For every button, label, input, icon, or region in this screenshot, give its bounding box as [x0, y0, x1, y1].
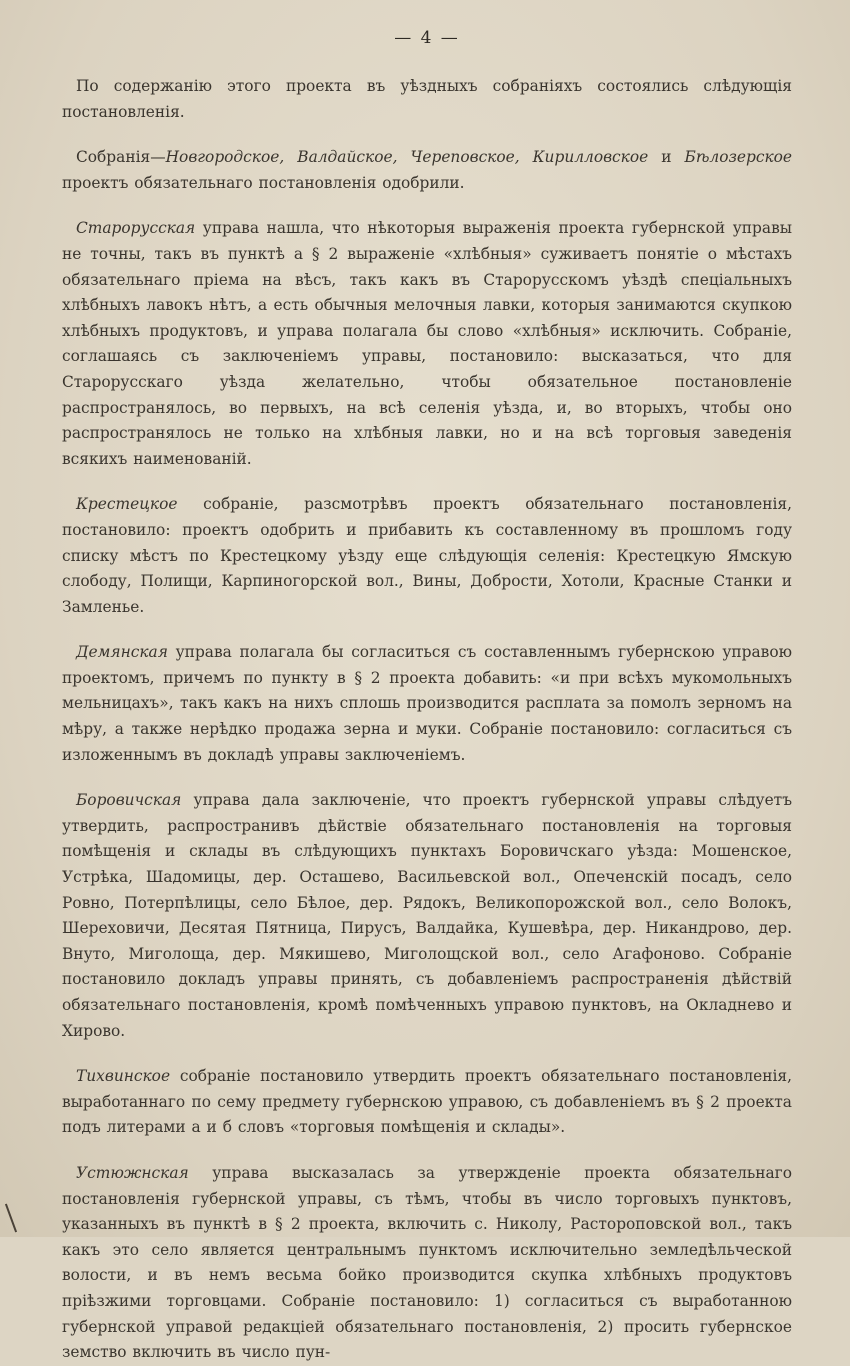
- paragraph-starorusskaya: [62, 216, 792, 472]
- paragraph-name: Устюжнская: [76, 1163, 189, 1182]
- paragraph-borovichskaya: [62, 788, 792, 1044]
- paragraph-intro: [62, 74, 792, 125]
- paragraph-lead-names: Новгородское, Валдайское, Череповское, Кирилловское: [165, 148, 649, 167]
- paragraph-name: Тихвинское: [76, 1067, 171, 1086]
- paragraph-name: Старорусская: [76, 219, 196, 238]
- paragraph-krestetskoe: [62, 492, 792, 620]
- paragraph-name: Крестецкое: [76, 495, 178, 514]
- paragraph-text: собраніе постановило утвердить проектъ обязательнаго постановленія, выработаннаго по сему предмету губернскою управою, съ добавленіемъ въ § 2 проекта подъ литерами а и б словъ «торговыя помѣщенія и склады».: [62, 1067, 792, 1137]
- margin-pencil-mark: [5, 1204, 17, 1233]
- paragraph-text: собраніе, разсмотрѣвъ проектъ обязательнаго постановленія, постановило: проектъ одобрить и прибавить къ составленному въ прошломъ году списку мѣстъ по Крестецкому уѣзду еще слѣдующія селенія: Крестецкую Ямскую слободу, Полищи, Карпиногорской вол., Вины, Добрости, Хотоли, Красные Станки и Замленье.: [62, 495, 792, 616]
- paragraph-mid-name: Бѣлозерское: [684, 148, 793, 167]
- paragraph-text: управа нашла, что нѣкоторыя выраженія проекта губернской управы не точны, такъ въ пунктѣ а § 2 выраженіе «хлѣбныя» суживаетъ понятіе о мѣстахъ обязательнаго пріема на вѣсъ, такъ какъ въ Старорусскомъ уѣздѣ спеціальныхъ хлѣбныхъ лавокъ нѣтъ, а есть обычныя мелочныя лавки, которыя занимаются скупкою хлѣбныхъ продуктовъ, и управа полагала бы слово «хлѣбныя» исключить. Собраніе, соглашаясь съ заключеніемъ управы, постановило: высказаться, что для Старорусскаго уѣзда желательно, чтобы обязательное постановленіе распространялось, во первыхъ, на всѣ селенія уѣзда, и, во вторыхъ, чтобы оно распространялось не только на хлѣбныя лавки, но и на всѣ торговыя заведенія всякихъ наименованій.: [62, 219, 792, 468]
- paragraph-mid: и: [648, 148, 685, 167]
- paragraph-ustyuzhnskaya: [62, 1161, 792, 1366]
- paragraph-text: проектъ обязательнаго постановленія одобрили.: [62, 173, 465, 192]
- paragraph-lead: Собранія—: [76, 148, 166, 167]
- paragraph-text: управа высказалась за утвержденіе проекта обязательнаго постановленія губернской управы, съ тѣмъ, чтобы въ число торговыхъ пунктовъ, указанныхъ въ пунктѣ в § 2 проекта, включить с. Николу, Растороповской вол., такъ какъ это село является центральнымъ пунктомъ исключительно земледѣльческой волости, и въ немъ весьма бойко производится скупка хлѣбныхъ продуктовъ пріѣзжими торговцами. Собраніе постановило: 1) согласиться съ выработанною губернской управой редакціей обязательнаго постановленія, 2) просить губернское земство включить въ число пун-: [62, 1163, 792, 1362]
- paragraph-name: Демянская: [76, 643, 168, 662]
- paragraph-name: Боровичская: [76, 791, 182, 810]
- page-number: — 4 —: [394, 28, 460, 48]
- paragraph-text: управа дала заключеніе, что проектъ губернской управы слѣдуетъ утвердить, распространивъ дѣйствіе обязательнаго постановленія на торговыя помѣщенія и склады въ слѣдующихъ пунктахъ Боровичскаго уѣзда: Мошенское, Устрѣка, Шадомицы, дер. Осташево, Васильевской вол., Опеченскій посадъ, село Ровно, Потерпѣлицы, село Бѣлое, дер. Рядокъ, Великопорожской вол., село Волокъ, Шереховичи, Десятая Пятница, Пирусъ, Валдайка, Кушевѣра, дер. Никандрово, дер. Внуто, Миголоща, дер. Мякишево, Миголощской вол., село Агафоново. Собраніе постановило докладъ управы принять, съ добавленіемъ распространенія дѣйствій обязательнаго постановленія, кромѣ помѣченныхъ управою пунктовъ, на Окладнево и Хирово.: [62, 791, 792, 1040]
- paragraph-tikhvinskoe: [62, 1064, 792, 1141]
- paragraph-text: По содержанію этого проекта въ уѣздныхъ собраніяхъ состоялись слѣдующія постановленія.: [62, 77, 792, 121]
- paragraph-text: управа полагала бы согласиться съ составленнымъ губернскою управою проектомъ, причемъ по пункту в § 2 проекта добавить: «и при всѣхъ мукомольныхъ мельницахъ», такъ какъ на нихъ сплошь производится расплата за помолъ зерномъ на мѣру, а также нерѣдко продажа зерна и муки. Собраніе постановило: согласиться съ изложеннымъ въ докладѣ управы заключеніемъ.: [62, 643, 792, 764]
- paragraph-sobraniya: [62, 145, 792, 196]
- paragraph-demyanskaya: [62, 640, 792, 768]
